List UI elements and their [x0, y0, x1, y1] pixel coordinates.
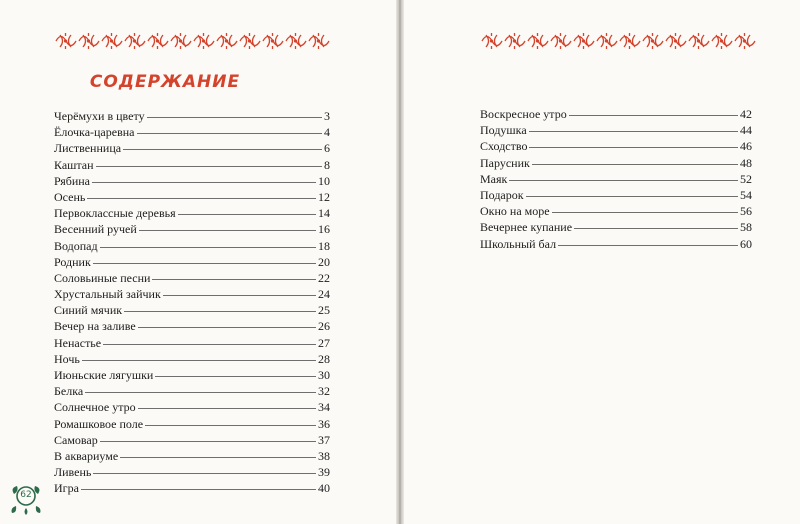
- toc-entry-page: 4: [324, 125, 330, 140]
- page-title: СОДЕРЖАНИЕ: [89, 72, 241, 92]
- ornament-dot: [64, 39, 67, 42]
- ornament-dot: [225, 39, 228, 42]
- toc-entry: [54, 238, 330, 254]
- toc-entry-title: Сходство: [480, 139, 528, 154]
- toc-leader-line: [574, 228, 738, 229]
- ornament-pattern: [480, 30, 756, 52]
- ornament-dot: [179, 39, 182, 42]
- toc-entry-page: 37: [318, 432, 330, 447]
- toc-entry-page: 54: [740, 187, 752, 202]
- toc-entry-title: Вечернее купание: [480, 220, 573, 235]
- toc-leader-line: [509, 180, 738, 181]
- toc-leader-line: [552, 212, 738, 213]
- toc-entry-page: 16: [318, 222, 330, 237]
- toc-leader-line: [138, 327, 316, 328]
- toc-leader-line: [93, 473, 316, 474]
- ornament-dot: [513, 39, 516, 42]
- ornament-dot: [536, 39, 539, 42]
- ornament-dot: [743, 39, 746, 42]
- toc-leader-line: [529, 131, 738, 132]
- toc-entry-page: 6: [324, 141, 330, 156]
- toc-leader-line: [81, 489, 316, 490]
- ornament-dot: [628, 39, 631, 42]
- ornament-dot: [674, 39, 677, 42]
- toc-entry-title: Синий мячик: [54, 303, 123, 318]
- toc-entry-page: 56: [740, 204, 752, 219]
- toc-entry-page: 25: [318, 303, 330, 318]
- toc-leader-line: [569, 115, 738, 116]
- toc-entry-page: 12: [318, 189, 330, 204]
- ornament-dot: [156, 39, 159, 42]
- toc-entry: [54, 416, 330, 432]
- toc-entry: [54, 351, 330, 367]
- toc-entry: [54, 464, 330, 480]
- ornament-dot: [248, 39, 251, 42]
- ornament-dot: [490, 39, 493, 42]
- toc-entry-title: Первоклассные деревья: [54, 206, 176, 221]
- toc-entry: [54, 432, 330, 448]
- toc-entry: [54, 302, 330, 318]
- toc-entry: [480, 106, 752, 122]
- toc-entry-page: 24: [318, 287, 330, 302]
- toc-list-right: [480, 106, 752, 252]
- toc-entry-page: 42: [740, 107, 752, 121]
- ornament-dot: [133, 39, 136, 42]
- toc-entry-title: Вечер на заливе: [54, 319, 136, 334]
- toc-entry-page: 48: [740, 155, 752, 170]
- toc-leader-line: [155, 376, 316, 377]
- toc-leader-line: [137, 133, 322, 134]
- toc-entry: [54, 140, 330, 156]
- toc-entry-title: Окно на море: [480, 204, 550, 219]
- toc-entry-title: В аквариуме: [54, 448, 119, 463]
- ornament-dot: [582, 39, 585, 42]
- ornament-pattern: [54, 30, 330, 52]
- toc-entry: [54, 367, 330, 383]
- toc-entry-page: 46: [740, 139, 752, 154]
- toc-entry-page: 30: [318, 368, 330, 382]
- toc-leader-line: [139, 230, 316, 231]
- toc-leader-line: [82, 360, 316, 361]
- toc-entry: [480, 171, 752, 187]
- toc-leader-line: [87, 198, 316, 199]
- toc-entry: [54, 189, 330, 205]
- page-number: 62: [20, 490, 32, 500]
- toc-entry: [480, 236, 752, 252]
- toc-entry-title: Игра: [54, 481, 79, 496]
- toc-leader-line: [529, 147, 738, 148]
- toc-leader-line: [138, 408, 316, 409]
- toc-entry-page: 58: [740, 220, 752, 235]
- toc-entry-title: Белка: [54, 384, 84, 399]
- ornament-dot: [271, 39, 274, 42]
- toc-entry: [54, 270, 330, 286]
- toc-entry-page: 38: [318, 448, 330, 463]
- ornament-dot: [110, 39, 113, 42]
- toc-entry-title: Ёлочка-царевна: [54, 125, 135, 140]
- toc-entry: [54, 108, 330, 124]
- toc-leader-line: [124, 311, 316, 312]
- ornament-dot: [294, 39, 297, 42]
- toc-leader-line: [92, 182, 316, 183]
- toc-entry: [54, 318, 330, 334]
- ornament-border-icon-right: [480, 30, 756, 52]
- ornament-border-icon: [54, 30, 330, 52]
- toc-leader-line: [93, 263, 316, 264]
- toc-entry-page: 40: [318, 481, 330, 496]
- toc-entry: [480, 138, 752, 154]
- toc-entry-title: Весенний ручей: [54, 222, 137, 237]
- toc-leader-line: [163, 295, 316, 296]
- toc-leader-line: [103, 344, 316, 345]
- toc-entry-title: Рябина: [54, 173, 91, 188]
- toc-entry: [54, 383, 330, 399]
- toc-entry: [480, 203, 752, 219]
- toc-entry-title: Самовар: [54, 432, 98, 447]
- ornament-dot: [317, 39, 320, 42]
- toc-entry: [54, 157, 330, 173]
- toc-entry: [54, 124, 330, 140]
- book-spine: [396, 0, 404, 524]
- ornament-dot: [651, 39, 654, 42]
- ornament-dot: [202, 39, 205, 42]
- toc-entry-page: 34: [318, 400, 330, 415]
- toc-entry-page: 32: [318, 384, 330, 399]
- toc-entry: [54, 480, 330, 496]
- toc-leader-line: [123, 149, 322, 150]
- ornament-dot: [87, 39, 90, 42]
- toc-entry-title: Ливень: [54, 465, 92, 480]
- toc-entry-title: Каштан: [54, 157, 94, 172]
- ornament-dot: [697, 39, 700, 42]
- toc-entry-title: Хрустальный зайчик: [54, 287, 161, 302]
- toc-entry: [480, 219, 752, 235]
- toc-entry-title: Родник: [54, 254, 91, 269]
- toc-entry-title: Черёмухи в цвету: [54, 109, 145, 123]
- toc-entry: [54, 399, 330, 415]
- toc-entry-page: 52: [740, 171, 752, 186]
- ornament-dot: [720, 39, 723, 42]
- toc-entry-title: Лиственница: [54, 141, 122, 156]
- page-number-badge: [8, 480, 44, 516]
- toc-entry-page: 27: [318, 335, 330, 350]
- toc-entry-page: 28: [318, 351, 330, 366]
- toc-entry-title: Соловьиные песни: [54, 270, 151, 285]
- ornament-dot: [605, 39, 608, 42]
- toc-entry-title: Парусник: [480, 155, 530, 170]
- toc-leader-line: [178, 214, 316, 215]
- toc-leader-line: [558, 245, 738, 246]
- toc-entry-title: Подушка: [480, 123, 527, 138]
- toc-entry-page: 8: [324, 157, 330, 172]
- toc-entry-title: Водопад: [54, 238, 98, 253]
- toc-entry: [54, 448, 330, 464]
- toc-entry: [480, 155, 752, 171]
- toc-entry: [54, 254, 330, 270]
- toc-entry-page: 18: [318, 238, 330, 253]
- toc-list-left: [54, 108, 330, 497]
- toc-leader-line: [147, 117, 322, 118]
- toc-entry-page: 10: [318, 173, 330, 188]
- toc-entry-title: Ночь: [54, 351, 80, 366]
- toc-entry: [54, 205, 330, 221]
- toc-leader-line: [100, 247, 316, 248]
- toc-leader-line: [120, 457, 316, 458]
- toc-leader-line: [152, 279, 316, 280]
- toc-leader-line: [85, 392, 316, 393]
- toc-leader-line: [100, 441, 316, 442]
- toc-entry: [54, 286, 330, 302]
- left-page: [0, 0, 396, 524]
- right-page: [404, 0, 800, 524]
- toc-entry-title: Подарок: [480, 187, 524, 202]
- toc-entry-page: 22: [318, 270, 330, 285]
- toc-entry: [54, 335, 330, 351]
- toc-entry-page: 3: [324, 109, 330, 123]
- toc-entry-title: Ненастье: [54, 335, 102, 350]
- toc-entry-title: Школьный бал: [480, 236, 557, 251]
- toc-entry-title: Маяк: [480, 171, 508, 186]
- toc-entry-title: Воскресное утро: [480, 107, 567, 121]
- toc-entry-page: 14: [318, 206, 330, 221]
- toc-leader-line: [526, 196, 738, 197]
- toc-entry: [480, 122, 752, 138]
- toc-entry: [54, 173, 330, 189]
- toc-entry-title: Солнечное утро: [54, 400, 136, 415]
- toc-entry-title: Осень: [54, 189, 86, 204]
- toc-entry-title: Ромашковое поле: [54, 416, 144, 431]
- toc-entry: [54, 221, 330, 237]
- toc-entry-page: 26: [318, 319, 330, 334]
- toc-entry-page: 39: [318, 465, 330, 480]
- toc-entry-page: 20: [318, 254, 330, 269]
- toc-entry-title: Июньские лягушки: [54, 368, 154, 382]
- toc-entry-page: 44: [740, 123, 752, 138]
- toc-entry: [480, 187, 752, 203]
- toc-entry-page: 60: [740, 236, 752, 251]
- ornament-dot: [559, 39, 562, 42]
- toc-leader-line: [96, 166, 322, 167]
- toc-leader-line: [145, 425, 316, 426]
- toc-entry-page: 36: [318, 416, 330, 431]
- toc-leader-line: [532, 164, 738, 165]
